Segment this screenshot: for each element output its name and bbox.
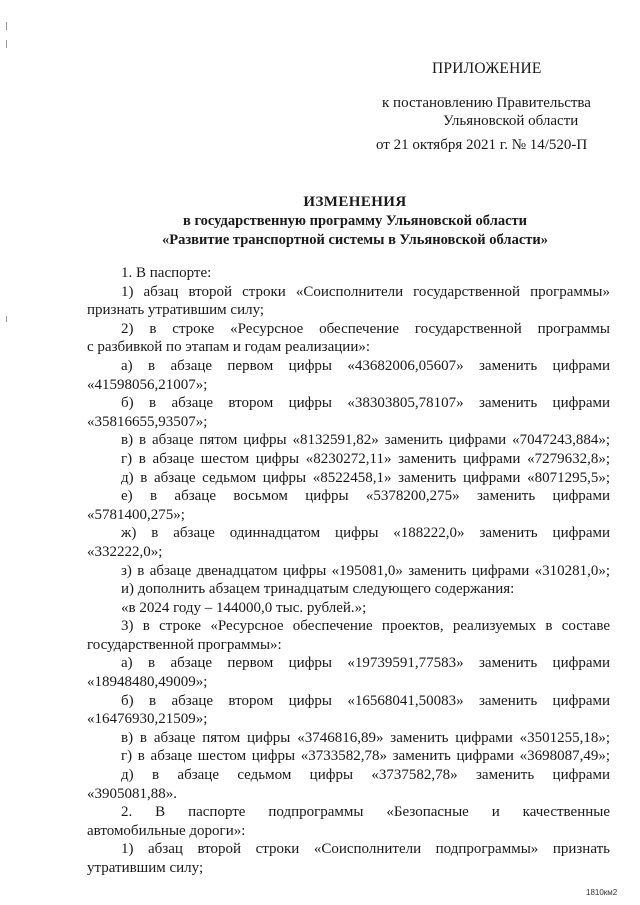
body-line: «16476930,21509»; [87, 711, 208, 728]
decree-date-number: от 21 октября 2021 г. № 14/520-П [376, 137, 588, 153]
body-line: б) в абзаце втором цифры «38303805,78107» заменить цифрами [121, 395, 610, 412]
body-line: 2. В паспорте подпрограммы «Безопасные и качественные [121, 804, 610, 821]
body-line: а) в абзаце первом цифры «19739591,77583» заменить цифрами [121, 655, 610, 672]
body-line: с разбивкой по этапам и годам реализации»: [87, 339, 371, 356]
body-line: д) в абзаце седьмом цифры «3737582,78» заменить цифрами [121, 767, 610, 784]
body-line: е) в абзаце восьмом цифры «5378200,275» заменить цифрами [121, 488, 610, 505]
title-main: ИЗМЕНЕНИЯ [303, 194, 407, 210]
title-line-3: «Развитие транспортной системы в Ульяновской области» [162, 232, 548, 248]
body-line: а) в абзаце первом цифры «43682006,05607» заменить цифрами [121, 357, 610, 374]
body-line: 1) абзац второй строки «Соисполнители государственной программы» [121, 283, 610, 300]
body-line: «35816655,93507»; [87, 413, 208, 430]
body-line: 1) абзац второй строки «Соисполнители подпрограммы» признать [121, 841, 610, 858]
body-line: д) в абзаце седьмом цифры «8522458,1» заменить цифрами «8071295,5»; [121, 469, 610, 486]
body-line: 1. В паспорте: [121, 265, 212, 281]
document-body [87, 264, 610, 878]
body-line: б) в абзаце втором цифры «16568041,50083» заменить цифрами [121, 692, 610, 709]
body-line: 2) в строке «Ресурсное обеспечение государственной программы [121, 320, 610, 337]
body-line: в) в абзаце пятом цифры «3746816,89» заменить цифрами «3501255,18»; [121, 729, 610, 746]
body-line: «5781400,275»; [87, 506, 185, 523]
body-line: «в 2024 году – 144000,0 тыс. рублей.»; [121, 599, 367, 616]
body-line: утратившим силу; [87, 860, 204, 876]
body-line: 3) в строке «Ресурсное обеспечение проектов, реализуемых в составе [121, 618, 610, 635]
decree-reference: к постановлению Правительства [382, 95, 591, 111]
body-line: «18948480,49009»; [87, 674, 208, 691]
body-line: признать утратившим силу; [87, 302, 265, 319]
body-line: государственной программы»: [87, 636, 282, 653]
body-line: «41598056,21007»; [87, 376, 208, 393]
body-line: «3905081,88». [87, 785, 177, 802]
scan-edge-mark [6, 40, 7, 48]
body-line: г) в абзаце шестом цифры «3733582,78» заменить цифрами «3698087,49»; [121, 748, 610, 765]
body-line: «332222,0»; [87, 543, 163, 560]
document-code: 1810км2 [586, 888, 618, 897]
body-line: ж) в абзаце одиннадцатом цифры «188222,0» заменить цифрами [121, 525, 610, 542]
region-name: Ульяновской области [443, 113, 579, 129]
scan-edge-mark [6, 22, 7, 30]
title-line-2: в государственную программу Ульяновской области [182, 213, 527, 229]
body-line: и) дополнить абзацем тринадцатым следующего содержания: [121, 581, 515, 598]
body-line: автомобильные дороги»: [87, 822, 246, 839]
document-title [90, 192, 620, 250]
appendix-label: ПРИЛОЖЕНИЕ [432, 60, 542, 77]
scan-edge-mark [6, 316, 7, 322]
body-line: г) в абзаце шестом цифры «8230272,11» заменить цифрами «7279632,8»; [121, 450, 610, 467]
body-line: з) в абзаце двенадцатом цифры «195081,0» заменить цифрами «310281,0»; [121, 562, 610, 579]
body-line: в) в абзаце пятом цифры «8132591,82» заменить цифрами «7047243,884»; [121, 432, 610, 449]
